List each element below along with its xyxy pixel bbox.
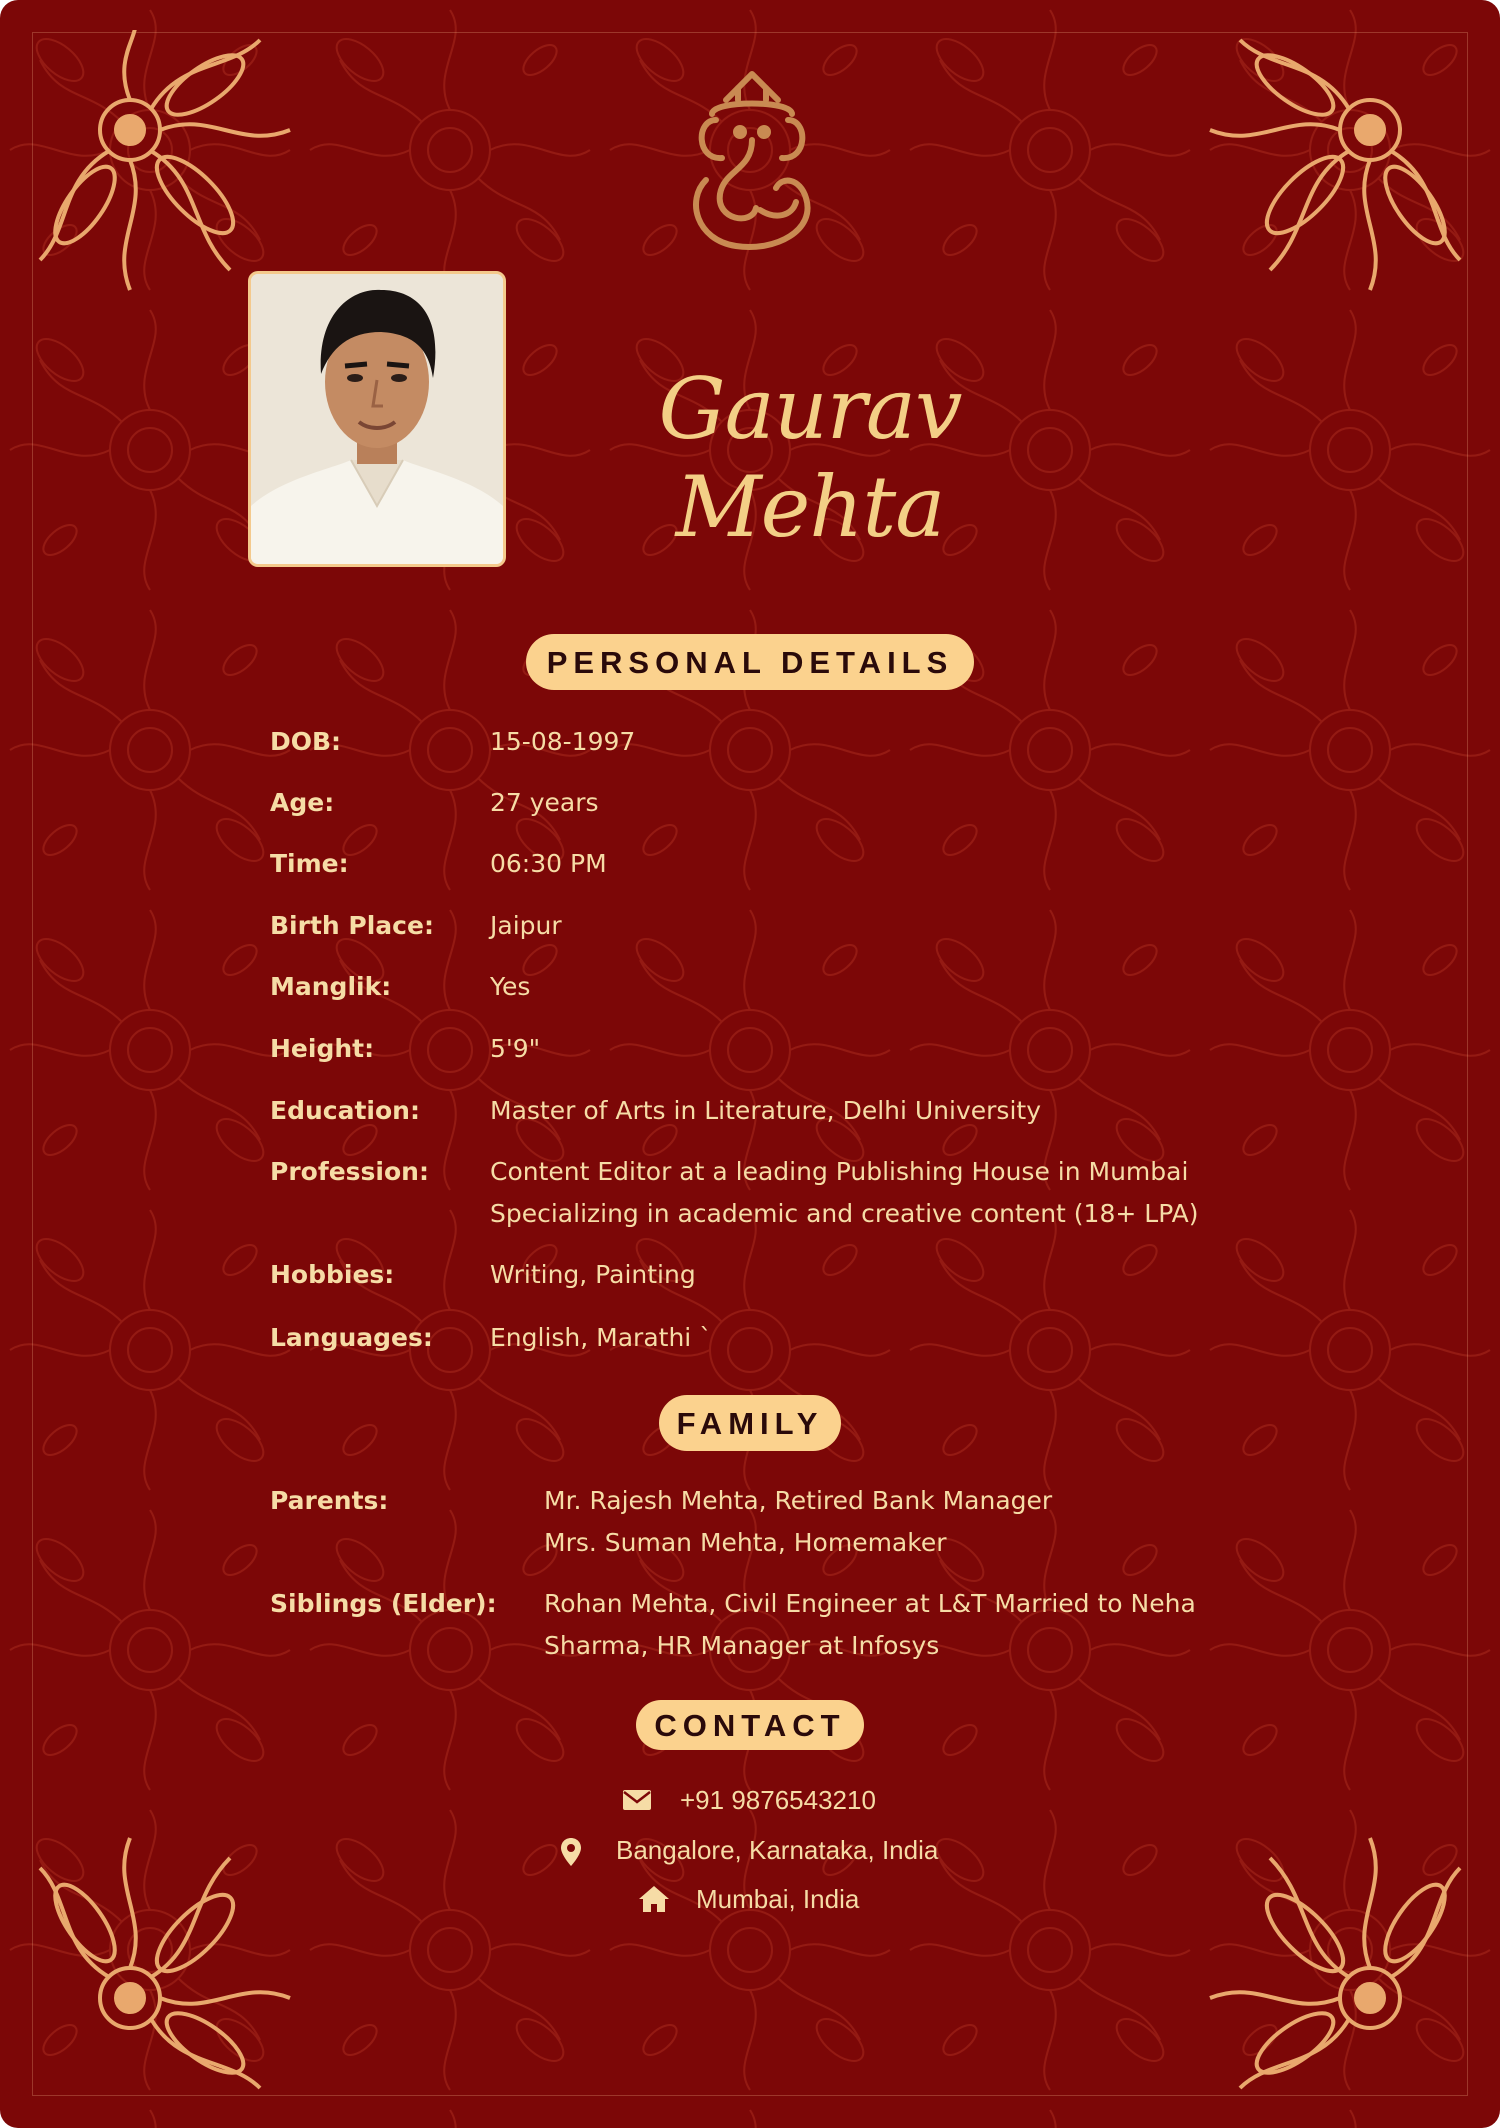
home-town: Mumbai, India	[696, 1884, 860, 1914]
profession-value-line2: Specializing in academic and creative content (18+ LPA)	[490, 1199, 1199, 1228]
siblings-label: Siblings (Elder):	[270, 1589, 497, 1618]
profession-label: Profession:	[270, 1157, 429, 1186]
bottom-right-mandala-ornament	[1180, 1808, 1470, 2098]
siblings-value-line2: Sharma, HR Manager at Infosys	[544, 1631, 940, 1660]
profile-photo	[248, 271, 506, 567]
languages-label: Languages:	[270, 1323, 433, 1352]
education-value: Master of Arts in Literature, Delhi University	[490, 1096, 1041, 1125]
height-label: Height:	[270, 1034, 375, 1063]
top-right-mandala-ornament	[1180, 30, 1470, 320]
height-value: 5'9"	[490, 1034, 541, 1063]
personal-details-heading: PERSONAL DETAILS	[526, 634, 974, 690]
envelope-icon	[622, 1789, 652, 1811]
family-heading: FAMILY	[659, 1395, 841, 1451]
profession-value-line1: Content Editor at a leading Publishing House in Mumbai	[490, 1157, 1189, 1186]
hobbies-value: Writing, Painting	[490, 1260, 696, 1289]
hobbies-label: Hobbies:	[270, 1260, 395, 1289]
portrait-image	[251, 274, 503, 564]
time-value: 06:30 PM	[490, 849, 607, 878]
age-value: 27 years	[490, 788, 599, 817]
parents-value-line1: Mr. Rajesh Mehta, Retired Bank Manager	[544, 1486, 1053, 1515]
birth-place-label: Birth Place:	[270, 911, 434, 940]
manglik-label: Manglik:	[270, 972, 392, 1001]
parents-value-line2: Mrs. Suman Mehta, Homemaker	[544, 1528, 947, 1557]
dob-value: 15-08-1997	[490, 727, 636, 756]
age-label: Age:	[270, 788, 335, 817]
current-location: Bangalore, Karnataka, India	[616, 1835, 939, 1865]
phone-number[interactable]: +91 9876543210	[680, 1785, 876, 1815]
ganesha-emblem	[676, 70, 828, 256]
parents-label: Parents:	[270, 1486, 389, 1515]
manglik-value: Yes	[490, 972, 531, 1001]
languages-value: English, Marathi `	[490, 1323, 712, 1352]
siblings-value-line1: Rohan Mehta, Civil Engineer at L&T Married to Neha	[544, 1589, 1196, 1618]
candidate-name: Gaurav Mehta	[658, 360, 962, 556]
home-icon	[638, 1885, 670, 1913]
time-label: Time:	[270, 849, 349, 878]
dob-label: DOB:	[270, 727, 342, 756]
bottom-left-mandala-ornament	[30, 1808, 320, 2098]
education-label: Education:	[270, 1096, 420, 1125]
birth-place-value: Jaipur	[490, 911, 562, 940]
contact-heading: CONTACT	[636, 1700, 864, 1750]
map-pin-icon	[560, 1837, 582, 1867]
